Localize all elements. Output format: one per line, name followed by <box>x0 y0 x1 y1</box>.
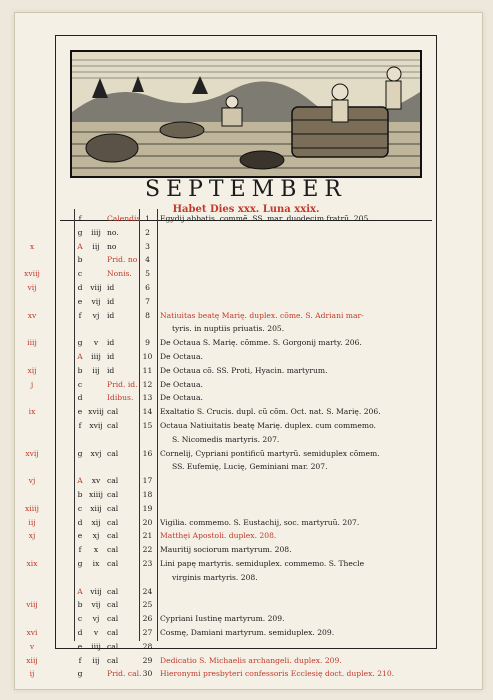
dominical-letter: A <box>77 476 83 486</box>
day-number: 28 <box>142 641 153 651</box>
reckoning-mark: id <box>107 296 115 306</box>
feast-entry: Cosmę, Damiani martyrum. semiduplex. 209. <box>160 628 335 637</box>
day-number: 12 <box>142 379 153 389</box>
feast-entry: Dedicatio S. Michaelis archangeli. duplex. 209. <box>160 655 342 665</box>
month-title: SEPTEMBER <box>145 177 347 202</box>
reckoning-mark: cal <box>107 517 119 527</box>
reckoning-mark: cal <box>107 641 119 651</box>
roman-count: xvj <box>90 448 102 458</box>
reckoning-mark: Idibus. <box>107 393 134 403</box>
calendar-row <box>0 379 493 390</box>
calendar-row <box>0 337 493 348</box>
reckoning-mark: Prid. id. <box>107 379 138 389</box>
dominical-letter: b <box>77 365 83 375</box>
roman-count: vj <box>92 310 100 320</box>
golden-number: xviij <box>24 269 40 279</box>
calendar-row <box>0 296 493 307</box>
feast-entry: Octaua Natiuitatis beatę Marię. duplex. cum commemo. <box>160 421 376 430</box>
roman-count: iij <box>92 241 100 251</box>
reckoning-mark: cal <box>107 490 119 499</box>
roman-count: xviij <box>88 407 104 417</box>
day-number: 19 <box>142 503 153 513</box>
feast-entry-continuation: virginis martyris. 208. <box>172 572 258 582</box>
reckoning-mark: cal <box>107 586 119 596</box>
reckoning-mark: cal <box>107 421 119 430</box>
golden-number: xv <box>27 310 37 320</box>
feast-entry: Natiuitas beatę Marię. duplex. cõme. S. Adriani mar- <box>160 310 364 320</box>
day-number: 22 <box>142 545 153 555</box>
day-number: 11 <box>142 365 153 375</box>
dominical-letter: f <box>78 655 82 665</box>
roman-count: viij <box>90 586 102 596</box>
golden-number: xvi <box>26 628 38 637</box>
reckoning-mark: id <box>107 352 115 361</box>
dominical-letter: b <box>77 490 83 499</box>
feast-entry: De Octaua S. Marię. cõmme. S. Gorgonij marty. 206. <box>160 338 362 348</box>
dominical-letter: A <box>77 352 83 361</box>
day-number: 14 <box>142 407 153 417</box>
dominical-letter: f <box>78 310 82 320</box>
dominical-letter: e <box>77 296 83 306</box>
reckoning-mark: Nonis. <box>107 269 132 279</box>
golden-number: x <box>29 241 35 251</box>
dominical-letter: f <box>78 545 82 555</box>
roman-count: iiij <box>91 352 101 361</box>
calendar-row <box>0 254 493 265</box>
golden-number: xiiij <box>25 503 39 513</box>
dominical-letter: c <box>77 379 83 389</box>
golden-number: ij <box>29 669 35 679</box>
calendar-row <box>0 599 493 610</box>
reckoning-mark: cal <box>107 559 119 568</box>
feast-entry: Matthęi Apostoli. duplex. 208. <box>160 531 277 541</box>
golden-number: xij <box>27 365 37 375</box>
day-number: 3 <box>145 241 150 251</box>
dominical-letter: g <box>77 227 83 237</box>
roman-count: vj <box>92 614 100 624</box>
dominical-letter: e <box>77 641 83 651</box>
feast-entry-continuation: tyris. in nuptiis priuatis. 205. <box>172 324 285 334</box>
golden-number: j <box>30 379 34 389</box>
day-number: 8 <box>145 310 150 320</box>
reckoning-mark: Prid. cal. <box>107 669 142 679</box>
golden-number: xiij <box>26 655 38 665</box>
roman-count: vij <box>91 296 101 306</box>
dominical-letter: A <box>77 586 83 596</box>
calendar-row <box>0 351 493 362</box>
dominical-letter: c <box>77 503 83 513</box>
golden-number: vij <box>27 283 37 292</box>
calendar-row <box>0 613 493 624</box>
reckoning-mark: cal <box>107 655 119 665</box>
calendar-row <box>0 448 493 459</box>
golden-number: viij <box>26 600 38 610</box>
feast-entry: De Octaua. <box>160 393 203 403</box>
calendar-row <box>0 406 493 417</box>
day-number: 13 <box>142 393 153 403</box>
day-number: 9 <box>145 338 150 348</box>
dominical-letter: d <box>77 393 83 403</box>
calendar-row <box>0 503 493 514</box>
calendar-row <box>0 489 493 500</box>
feast-entry: De Octaua cõ. SS. Proti, Hyacin. martyrum. <box>160 365 328 375</box>
reckoning-mark: id <box>107 338 115 348</box>
calendar-row <box>0 241 493 252</box>
feast-entry: De Octaua. <box>160 379 203 389</box>
reckoning-mark: Calendis <box>107 214 141 223</box>
feast-entry: Hieronymi presbyteri confessoris Ecclesię doct. duplex. 210. <box>160 669 395 679</box>
roman-count: v <box>93 628 99 637</box>
dominical-letter: d <box>77 628 83 637</box>
month-subtitle: Habet Dies xxx. Luna xxix. <box>172 204 320 215</box>
reckoning-mark: cal <box>107 531 119 541</box>
reckoning-mark: no <box>107 241 117 251</box>
roman-count: viij <box>90 283 102 292</box>
day-number: 18 <box>142 490 153 499</box>
dominical-letter: f <box>78 421 82 430</box>
roman-count: xj <box>92 531 100 541</box>
day-number: 27 <box>142 628 153 637</box>
calendar-row-continuation <box>0 461 493 472</box>
calendar-row-continuation <box>0 323 493 334</box>
reckoning-mark: id <box>107 365 115 375</box>
day-number: 4 <box>145 255 150 265</box>
feast-entry-continuation: S. Nicomedis martyris. 207. <box>172 434 280 444</box>
calendar-row <box>0 268 493 279</box>
roman-count: xv <box>91 476 101 486</box>
golden-number: xvij <box>25 448 39 458</box>
dominical-letter: g <box>77 448 83 458</box>
day-number: 24 <box>142 586 153 596</box>
day-number: 23 <box>142 559 153 568</box>
dominical-letter: b <box>77 600 83 610</box>
day-number: 30 <box>142 669 153 679</box>
roman-count: iij <box>92 365 100 375</box>
roman-count: xiiij <box>89 490 103 499</box>
roman-count: vij <box>91 600 101 610</box>
day-number: 17 <box>142 476 153 486</box>
dominical-letter: d <box>77 283 83 292</box>
feast-entry: Cornelij, Cypriani pontificũ martyrũ. semiduplex cõmem. <box>160 448 380 458</box>
roman-count: iij <box>92 655 100 665</box>
golden-number: v <box>29 641 35 651</box>
reckoning-mark: cal <box>107 476 119 486</box>
golden-number: vj <box>28 476 36 486</box>
reckoning-mark: cal <box>107 545 119 555</box>
roman-count: xiij <box>90 503 102 513</box>
calendar-row <box>0 655 493 666</box>
feast-entry: Egydij abbatis. commẽ. SS. mar. duodecim fratrũ. 205. <box>160 214 371 223</box>
calendar-row <box>0 517 493 528</box>
golden-number: xj <box>28 531 36 541</box>
dominical-letter: d <box>77 517 83 527</box>
day-number: 29 <box>142 655 153 665</box>
day-number: 7 <box>145 296 150 306</box>
golden-number: ix <box>28 407 36 417</box>
day-number: 16 <box>142 448 153 458</box>
dominical-letter: g <box>77 669 83 679</box>
reckoning-mark: Prid. no <box>107 255 138 265</box>
calendar-row-continuation <box>0 572 493 583</box>
dominical-letter: e <box>77 407 83 417</box>
feast-entry: Cypriani Iustinę martyrum. 209. <box>160 614 285 624</box>
calendar-row <box>0 213 493 224</box>
dominical-letter: g <box>77 559 83 568</box>
golden-number: xix <box>26 559 38 568</box>
reckoning-mark: cal <box>107 448 119 458</box>
reckoning-mark: cal <box>107 503 119 513</box>
calendar-row <box>0 310 493 321</box>
roman-count: xij <box>91 517 101 527</box>
dominical-letter: b <box>77 255 83 265</box>
roman-count: xvij <box>89 421 103 430</box>
dominical-letter: f <box>78 214 82 223</box>
calendar-row <box>0 544 493 555</box>
reckoning-mark: id <box>107 283 115 292</box>
roman-count: ix <box>92 559 100 568</box>
dominical-letter: e <box>77 531 83 541</box>
day-number: 25 <box>142 600 153 610</box>
day-number: 1 <box>145 214 150 223</box>
calendar-row <box>0 558 493 569</box>
dominical-letter: g <box>77 338 83 348</box>
feast-entry: Mauritij sociorum martyrum. 208. <box>160 545 292 555</box>
dominical-letter: c <box>77 269 83 279</box>
reckoning-mark: cal <box>107 614 119 624</box>
calendar-row <box>0 627 493 638</box>
roman-count: iiij <box>91 641 101 651</box>
reckoning-mark: cal <box>107 628 119 637</box>
roman-count: iiij <box>91 227 101 237</box>
reckoning-mark: cal <box>107 407 119 417</box>
feast-entry: Vigilia. commemo. S. Eustachij, soc. martyruũ. 207. <box>160 517 360 527</box>
calendar-row <box>0 420 493 431</box>
feast-entry: De Octaua. <box>160 352 203 361</box>
dominical-letter: A <box>77 241 83 251</box>
calendar-row <box>0 530 493 541</box>
grape-treading-woodcut <box>70 50 422 178</box>
reckoning-mark: no. <box>107 227 119 237</box>
golden-number: iiij <box>27 338 37 348</box>
golden-number: iij <box>28 517 36 527</box>
day-number: 6 <box>145 283 150 292</box>
feast-entry-continuation: SS. Eufemię, Lucię, Geminiani mar. 207. <box>172 462 328 472</box>
calendar-row-continuation <box>0 434 493 445</box>
calendar-row <box>0 586 493 597</box>
feast-entry: Exaltatio S. Crucis. dupl. cũ cõm. Oct. nat. S. Marię. 206. <box>160 407 381 417</box>
day-number: 26 <box>142 614 153 624</box>
calendar-row <box>0 365 493 376</box>
day-number: 10 <box>142 352 153 361</box>
reckoning-mark: id <box>107 310 115 320</box>
dominical-letter: c <box>77 614 83 624</box>
day-number: 20 <box>142 517 153 527</box>
day-number: 5 <box>145 269 150 279</box>
calendar-row <box>0 641 493 652</box>
calendar-row <box>0 668 493 679</box>
calendar-row <box>0 392 493 403</box>
day-number: 15 <box>142 421 153 430</box>
day-number: 2 <box>145 227 150 237</box>
calendar-row <box>0 475 493 486</box>
roman-count: x <box>93 545 99 555</box>
calendar-row <box>0 282 493 293</box>
feast-entry: Lini papę martyris. semiduplex. commemo. S. Thecle <box>160 559 365 568</box>
reckoning-mark: cal <box>107 600 119 610</box>
day-number: 21 <box>142 531 153 541</box>
roman-count: v <box>93 338 99 348</box>
calendar-row <box>0 227 493 238</box>
